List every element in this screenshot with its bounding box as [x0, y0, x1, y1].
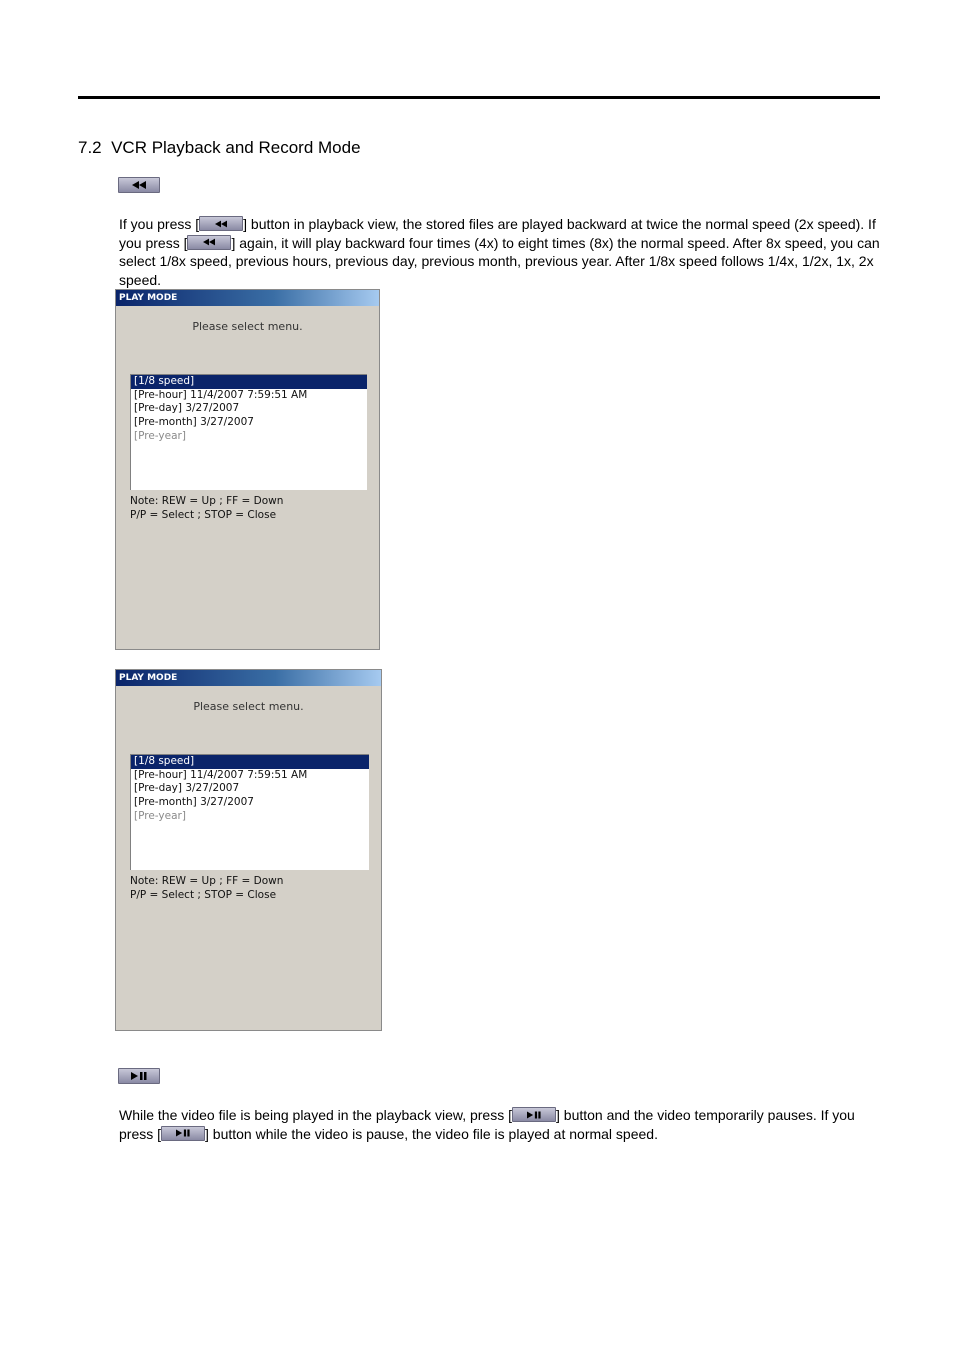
note-line-2: P/P = Select ; STOP = Close: [130, 509, 277, 521]
play-pause-inline-button-2: [161, 1126, 205, 1141]
rewind-text-3: ] again, it will play backward four times (4x) to eight times (8x) the normal speed. After 8x speed, you can select 1/8x speed, previous hours, previous day, previous month, previous year. After 1/8x speed follows 1/4x, 1/2x, 1x, 2x speed.: [119, 234, 880, 289]
play-pause-icon: [527, 1111, 541, 1118]
rewind-inline-button-2: [187, 235, 231, 250]
rewind-icon: [132, 181, 146, 189]
play-mode-list[interactable]: [130, 374, 367, 490]
play-pause-icon: [176, 1130, 190, 1137]
play-pause-icon: [131, 1072, 147, 1080]
list-item-pre-month[interactable]: [Pre-month] 3/27/2007: [134, 416, 254, 429]
rewind-text-2: ] button in playback view, the stored files are played backward at twice the normal speed (2x speed). If you press [: [119, 216, 876, 251]
play-mode-dialog-2: [115, 669, 382, 1031]
rewind-button[interactable]: [118, 177, 160, 193]
play-pause-inline-button-1: [512, 1107, 556, 1122]
list-item-pre-year: [Pre-year]: [134, 809, 186, 822]
rewind-paragraph: [119, 215, 881, 290]
list-item-pre-year: [Pre-year]: [134, 429, 186, 442]
list-item-pre-day[interactable]: [Pre-day] 3/27/2007: [134, 402, 240, 415]
header-rule: [78, 96, 880, 99]
list-item-pre-hour[interactable]: [Pre-hour] 11/4/2007 7:59:51 AM: [134, 768, 308, 781]
list-item-pre-hour[interactable]: [Pre-hour] 11/4/2007 7:59:51 AM: [134, 388, 308, 401]
rewind-inline-button-1: [199, 216, 243, 231]
note-line-1: Note: REW = Up ; FF = Down: [130, 495, 284, 507]
list-item-speed[interactable]: [1/8 speed]: [131, 375, 367, 389]
dialog-title: PLAY MODE: [116, 670, 381, 686]
rewind-icon: [203, 239, 215, 246]
list-item-pre-day[interactable]: [Pre-day] 3/27/2007: [134, 782, 240, 795]
section-heading: 7.2 VCR Playback and Record Mode: [78, 138, 361, 157]
play-pause-text-1: While the video file is being played in the playback view, press [: [119, 1107, 512, 1123]
play-pause-text-3: ] button while the video is pause, the video file is played at normal speed.: [205, 1125, 658, 1142]
dialog-note: [130, 874, 283, 902]
play-pause-text-2: ] button and the video temporarily pauses. If you press [: [119, 1107, 855, 1142]
dialog-prompt: Please select menu.: [192, 320, 303, 333]
play-mode-dialog-1: [115, 289, 380, 650]
note-line-2: P/P = Select ; STOP = Close: [130, 889, 277, 901]
play-pause-button[interactable]: [118, 1068, 160, 1084]
note-line-1: Note: REW = Up ; FF = Down: [130, 875, 284, 887]
play-mode-list[interactable]: [130, 754, 369, 870]
list-item-pre-month[interactable]: [Pre-month] 3/27/2007: [134, 796, 254, 809]
dialog-note: [130, 494, 283, 522]
rewind-icon: [215, 220, 227, 227]
dialog-prompt: Please select menu.: [193, 700, 304, 713]
play-pause-paragraph: [119, 1106, 881, 1143]
rewind-text-1: If you press [: [119, 216, 200, 232]
list-item-speed[interactable]: [1/8 speed]: [131, 755, 369, 769]
dialog-title: PLAY MODE: [116, 290, 379, 306]
